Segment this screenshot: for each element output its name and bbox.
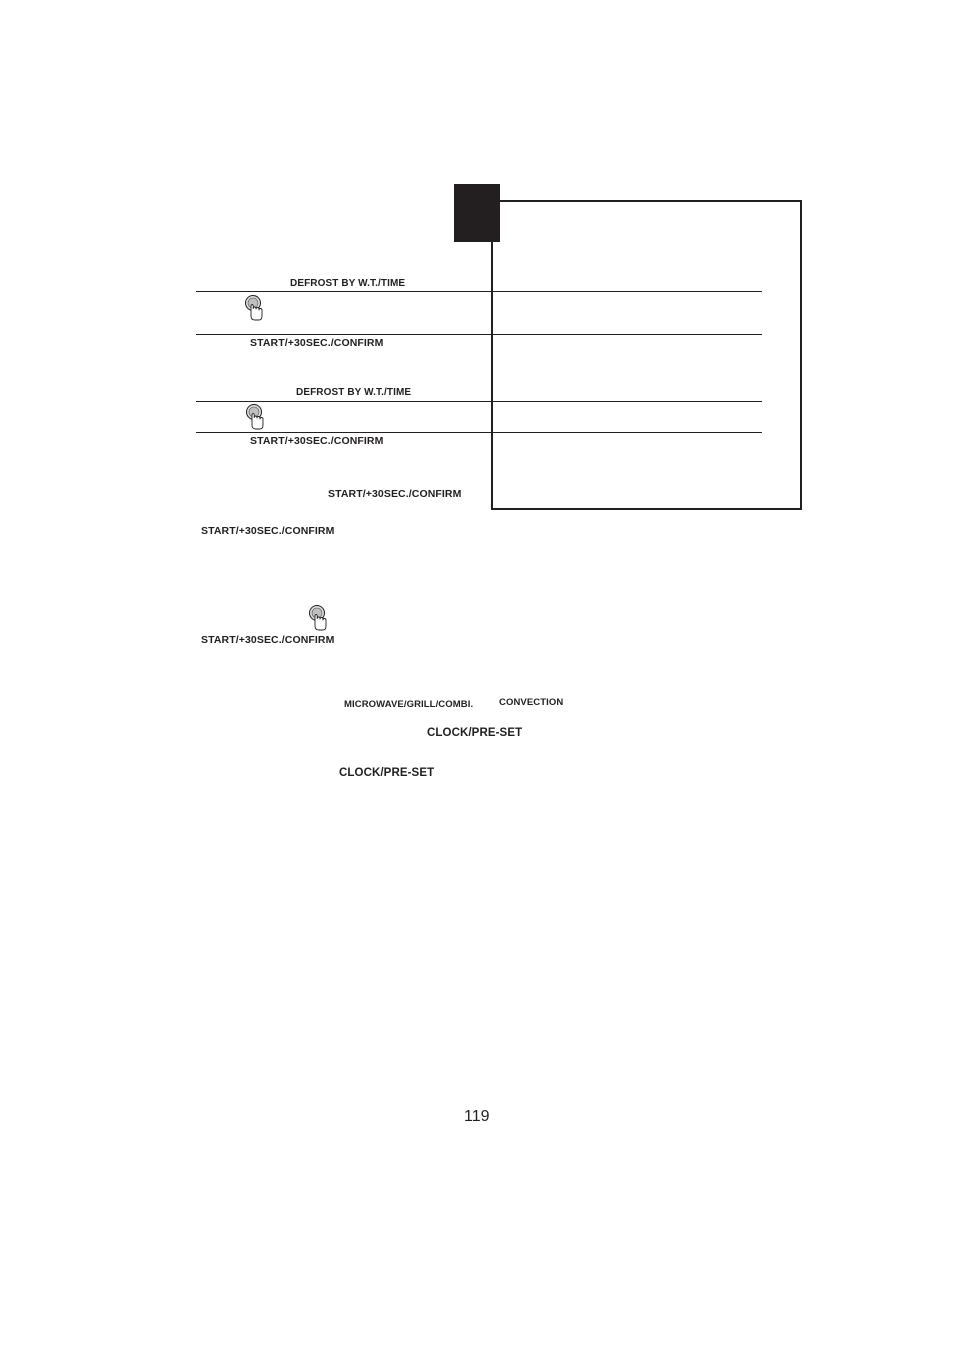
- microwave-grill-combi-label: MICROWAVE/GRILL/COMBI.: [344, 699, 474, 710]
- start-confirm-label: START/+30SEC./CONFIRM: [328, 488, 462, 500]
- table-rule: [196, 334, 762, 335]
- table-rule: [196, 401, 762, 402]
- info-box: [491, 200, 802, 510]
- convection-label: CONVECTION: [499, 697, 564, 708]
- table-rule: [196, 291, 762, 292]
- start-confirm-label: START/+30SEC./CONFIRM: [250, 435, 384, 447]
- defrost-by-weight-time-label: DEFROST BY W.T./TIME: [296, 387, 412, 398]
- table-rule: [196, 432, 762, 433]
- clock-preset-label: CLOCK/PRE-SET: [339, 767, 435, 779]
- start-confirm-label: START/+30SEC./CONFIRM: [250, 337, 384, 349]
- knob-hand-icon: [243, 294, 265, 322]
- page-number: 119: [464, 1108, 490, 1125]
- start-confirm-label: START/+30SEC./CONFIRM: [201, 634, 335, 646]
- defrost-by-weight-time-label: DEFROST BY W.T./TIME: [290, 278, 406, 289]
- clock-preset-label: CLOCK/PRE-SET: [427, 727, 523, 739]
- start-confirm-label: START/+30SEC./CONFIRM: [201, 525, 335, 537]
- knob-hand-icon: [244, 403, 266, 431]
- knob-hand-icon: [307, 604, 329, 632]
